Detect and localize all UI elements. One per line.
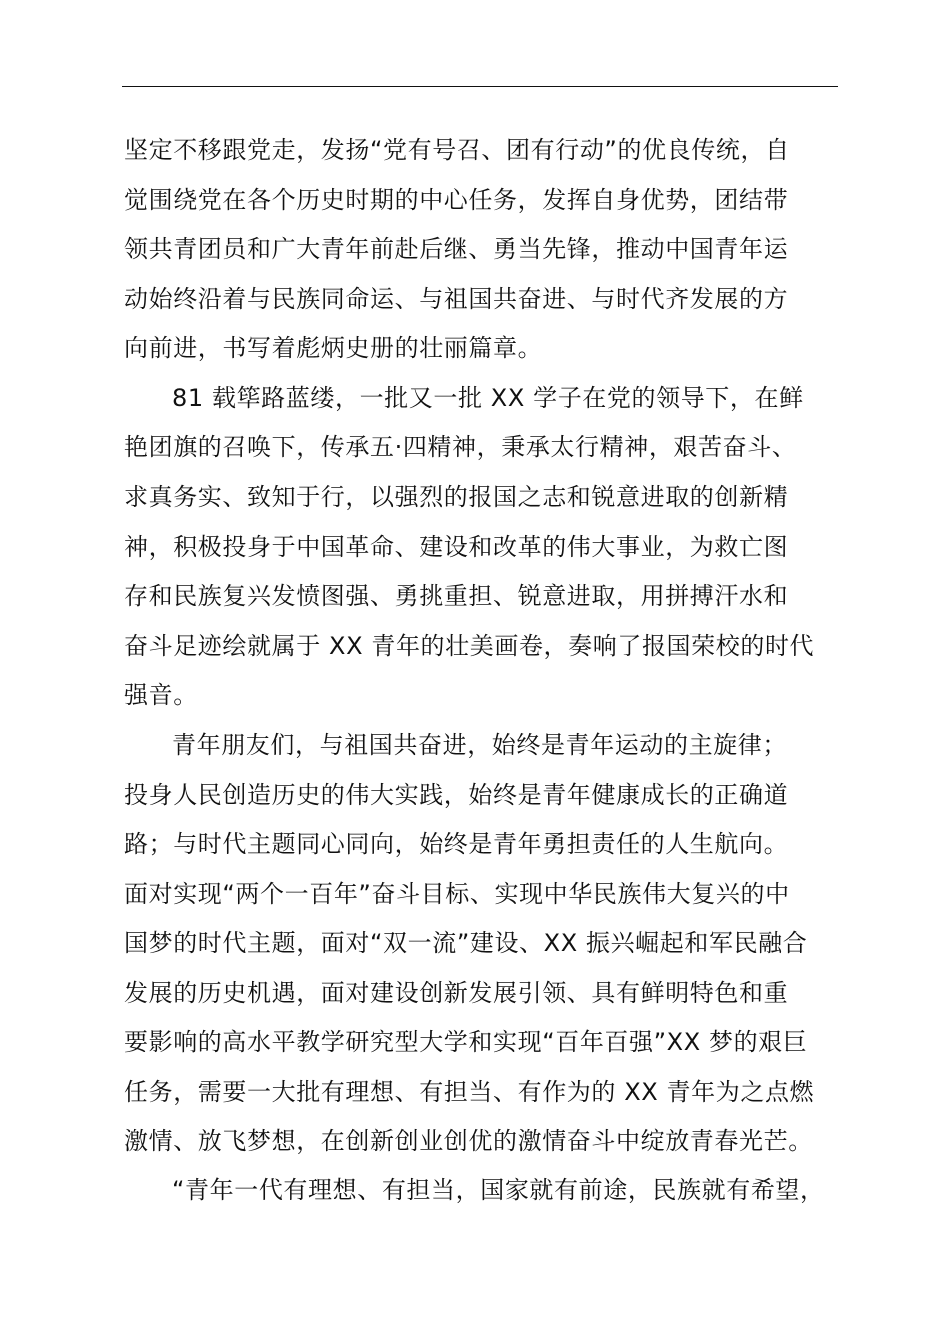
paragraph-3-line-9: 激情、放飞梦想，在创新创业创优的激情奋斗中绽放青春光芒。 <box>124 1127 813 1155</box>
paragraph-4-line-1: “青年一代有理想、有担当，国家就有前途，民族就有希望， <box>172 1176 825 1204</box>
paragraph-3-line-3: 路；与时代主题同心同向，始终是青年勇担责任的人生航向。 <box>124 830 789 858</box>
paragraph-3-line-1: 青年朋友们，与祖国共奋进，始终是青年运动的主旋律； <box>172 731 787 759</box>
paragraph-3-line-6: 发展的历史机遇，面对建设创新发展引领、具有鲜明特色和重 <box>124 979 789 1007</box>
paragraph-1-line-3: 领共青团员和广大青年前赴后继、勇当先锋，推动中国青年运 <box>124 235 789 263</box>
paragraph-2-line-7: 强音。 <box>124 681 198 709</box>
paragraph-1-line-1: 坚定不移跟党走，发扬“党有号召、团有行动”的优良传统，自 <box>124 136 790 164</box>
paragraph-3-line-7: 要影响的高水平教学研究型大学和实现“百年百强”XX 梦的艰巨 <box>124 1028 808 1056</box>
paragraph-1-line-4: 动始终沿着与民族同命运、与祖国共奋进、与时代齐发展的方 <box>124 285 789 313</box>
paragraph-3-line-5: 国梦的时代主题，面对“双一流”建设、XX 振兴崛起和军民融合 <box>124 929 808 957</box>
paragraph-2-line-1: 81 载筚路蓝缕，一批又一批 XX 学子在党的领导下，在鲜 <box>172 384 804 412</box>
paragraph-2-line-6: 奋斗足迹绘就属于 XX 青年的壮美画卷，奏响了报国荣校的时代 <box>124 632 815 660</box>
paragraph-3-line-4: 面对实现“两个一百年”奋斗目标、实现中华民族伟大复兴的中 <box>124 880 790 908</box>
paragraph-2-line-5: 存和民族复兴发愤图强、勇挑重担、锐意进取，用拼搏汗水和 <box>124 582 789 610</box>
paragraph-1-line-2: 觉围绕党在各个历史时期的中心任务，发挥自身优势，团结带 <box>124 186 789 214</box>
paragraph-2-line-4: 神，积极投身于中国革命、建设和改革的伟大事业，为救亡图 <box>124 533 789 561</box>
paragraph-2-line-3: 求真务实、致知于行，以强烈的报国之志和锐意进取的创新精 <box>124 483 789 511</box>
paragraph-2-line-2: 艳团旗的召唤下，传承五·四精神，秉承太行精神，艰苦奋斗、 <box>124 433 797 461</box>
paragraph-3-line-2: 投身人民创造历史的伟大实践，始终是青年健康成长的正确道 <box>124 781 789 809</box>
header-rule <box>122 86 838 87</box>
paragraph-1-line-5: 向前进，书写着彪炳史册的壮丽篇章。 <box>124 334 543 362</box>
paragraph-3-line-8: 任务，需要一大批有理想、有担当、有作为的 XX 青年为之点燃 <box>124 1078 815 1106</box>
